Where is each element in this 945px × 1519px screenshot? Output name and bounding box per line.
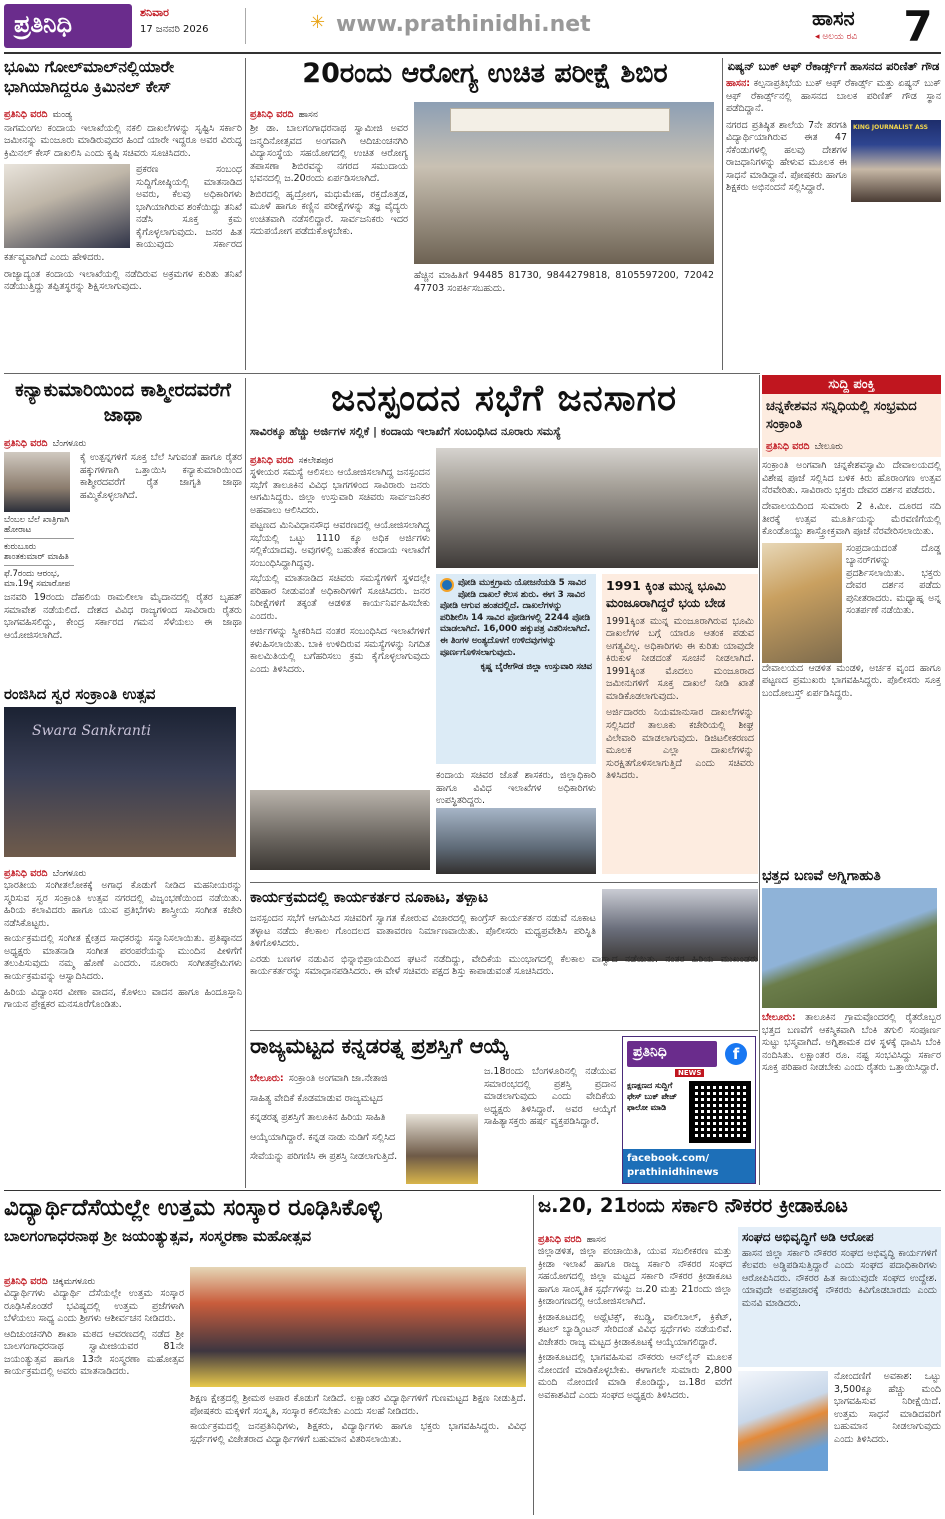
janaspandana-subhead: ಸಾವಿರಕ್ಕೂ ಹೆಚ್ಚು ಅರ್ಜಿಗಳ ಸಲ್ಲಿಕೆ | ಕಂದಾಯ ಇಲಾಖೆಗೆ ಸಂಬಂಧಿಸಿದ ನೂರಾರು ಸಮಸ್ಯೆ [250, 425, 562, 439]
sports-body2: ಕ್ರೀಡಾಕೂಟದಲ್ಲಿ ಅಥ್ಲೆಟಿಕ್ಸ್, ಕಬಡ್ಡಿ, ವಾಲಿಬಾಲ್, ಕ್ರಿಕೆಟ್, ಶಟಲ್ ಬ್ಯಾಡ್ಮಿಂಟನ್ ಸೇರಿದಂತೆ ವಿವಿಧ ಸ್ಪರ್ಧೆಗಳು ನಡೆಯಲಿವೆ. ವಿಜೇತರು ರಾಜ್ಯ ಮಟ್ಟದ ಕ್ರೀಡಾಕೂಟಕ್ಕೆ ಆಯ್ಕೆಯಾಗಲಿದ್ದಾರೆ. [538, 1311, 732, 1348]
column-rule [533, 1195, 534, 1515]
health-camp-body: ಶ್ರೀ ಡಾ. ಬಾಲಗಂಗಾಧರನಾಥ ಸ್ವಾಮೀಜಿ ಅವರ ಜನ್ಮದಿನೋತ್ಸವದ ಅಂಗವಾಗಿ ಆದಿಚುಂಚನಗಿರಿ ವಿದ್ಯಾಸಂಸ್ಥೆಯ ಸಹಯೋಗದಲ್ಲಿ ಉಚಿತ ಆರೋಗ್ಯ ತಪಾಸಣಾ ಶಿಬಿರವನ್ನು ನಗರದ ಸಮುದಾಯ ಭವನದಲ್ಲಿ ಜ.20ರಂದು ಏರ್ಪಡಿಸಲಾಗಿದೆ. [250, 123, 408, 185]
swara-headline: ರಂಜಿಸಿದ ಸ್ವರ ಸಂಕ್ರಾಂತಿ ಉತ್ಸವ [4, 686, 156, 703]
samskara-col2 [190, 1393, 526, 1446]
janaspandana-body2: ಪಟ್ಟಣದ ಮಿನಿವಿಧಾನಸೌಧ ಆವರಣದಲ್ಲಿ ಆಯೋಜಿಸಲಾಗಿದ್ದ ಸಭೆಯಲ್ಲಿ ಒಟ್ಟು 1110 ಕ್ಕೂ ಅಧಿಕ ಅರ್ಜಿಗಳು ಸಲ್ಲಿಕೆಯಾದವು. ಅವುಗಳಲ್ಲಿ ಬಹುತೇಕ ಕಂದಾಯ ಇಲಾಖೆಗೆ ಸಂಬಂಧಿಸಿದ್ದಾಗಿದ್ದವು. [250, 520, 430, 569]
article-samskara [4, 1195, 530, 1515]
janaspandana-photo-3 [436, 808, 596, 874]
column-rule [722, 58, 723, 370]
asia-record-dateline: ಹಾಸನ: [726, 78, 751, 90]
article-land-1991 [602, 574, 758, 874]
article-land-case [4, 58, 242, 370]
asia-record-body-wrap [726, 78, 941, 116]
land-1991-headline: 1991 ಕ್ಕಿಂತ ಮುನ್ನ ಭೂಮಿ ಮಂಜೂರಾಗಿದ್ದರೆ ಭಯ ಬೇಡ [606, 578, 727, 610]
samskara-headline: ವಿದ್ಯಾರ್ಥಿದೆಸೆಯಲ್ಲೇ ಉತ್ತಮ ಸಂಸ್ಕಾರ ರೂಢಿಸಿಕೊಳ್ಳಿ [4, 1195, 382, 1221]
swara-dateline: ಪ್ರತಿನಿಧಿ ವರದಿ [4, 868, 48, 880]
janaspandana-body4: ಆರ್ಜಿಗಳನ್ನು ಸ್ವೀಕರಿಸಿದ ನಂತರ ಸಂಬಂಧಿಸಿದ ಇಲಾಖೆಗಳಿಗೆ ಕಳುಹಿಸಲಾಯಿತು. ಬಾಕಿ ಉಳಿದಿರುವ ಸಮಸ್ಯೆಗಳನ್ನು ನಿಗದಿತ ಕಾಲಮಿತಿಯಲ್ಲಿ ಬಗೆಹರಿಸಲು ಕ್ರಮ ಕೈಗೊಳ್ಳಲಾಗುವುದು ಎಂದು ತಿಳಿಸಿದರು. [250, 626, 430, 675]
land-case-body2: ಪ್ರಕರಣ ಸಂಬಂಧ ಸುದ್ದಿಗೋಷ್ಠಿಯಲ್ಲಿ ಮಾತನಾಡಿದ ಅವರು, ಕೆಲವು ಅಧಿಕಾರಿಗಳು ಭಾಗಿಯಾಗಿರುವ ಶಂಕೆಯಿದ್ದು ತನಿಖೆ ನಡೆಸಿ ಸೂಕ್ತ ಕ್ರಮ ಕೈಗೊಳ್ಳಲಾಗುವುದು. ಜನರ ಹಿತ ಕಾಯುವುದು ಸರ್ಕಾರದ ಕರ್ತವ್ಯವಾಗಿದೆ ಎಂದು ಹೇಳಿದರು. [4, 164, 242, 263]
masthead-date [140, 6, 250, 46]
samskara-col1 [4, 1269, 184, 1379]
article-health-camp [250, 58, 720, 370]
kannada-ratna-col1 [250, 1066, 400, 1164]
swara-body: ಭಾರತೀಯ ಸಂಗೀತಲೋಕಕ್ಕೆ ಅಗಾಧ ಕೊಡುಗೆ ನೀಡಿದ ಮಹನೀಯರನ್ನು ಸ್ಮರಿಸುವ ಸ್ವರ ಸಂಕ್ರಾಂತಿ ಉತ್ಸವ ನಗರದಲ್ಲಿ ವಿಜೃಂಭಣೆಯಿಂದ ನಡೆಯಿತು. ಹಿರಿಯ ಕಲಾವಿದರು ಹಾಗೂ ಯುವ ಪ್ರತಿಭೆಗಳು ಶಾಸ್ತ್ರೀಯ ಸಂಗೀತ ಕಚೇರಿ ನಡೆಸಿಕೊಟ್ಟರು. [4, 880, 242, 929]
section-rule [4, 1190, 941, 1191]
kanyakumari-place: ಬೆಂಗಳೂರು [52, 439, 87, 450]
section-rule [4, 373, 760, 374]
janaspandana-highlight-text: ಪೋಡಿ ಮುಕ್ತಗ್ರಾಮ ಯೋಜನೆಯಡಿ 5 ಸಾವಿರ ಪೋಡಿ ದಾಖಲೆ ಕೆಲಸ ಶುರು. ಈಗ 3 ಸಾವಿರ ಪೋಡಿ ಆಗುವ ಹಂತದಲ್ಲಿದೆ. ದಾಖಲೆಗಳನ್ನು ಪರಿಶೀಲಿಸಿ 14 ಸಾವಿರ ಪೋಡಿಗಳಲ್ಲಿ 2244 ಪೋಡಿ ಮಾಡಲಾಗಿದೆ. 16,000 ಹಕ್ಕುಪತ್ರ ವಿತರಿಸಲಾಗಿದೆ. ಈ ತಿಂಗಳ ಅಂತ್ಯದೊಳಗೆ ಉಳಿದವುಗಳನ್ನು ಪೂರ್ಣಗೊಳಿಸಲಾಗುವುದು. [440, 578, 591, 658]
sankranti-headline: ಚನ್ನಕೇಶವನ ಸನ್ನಿಧಿಯಲ್ಲಿ ಸಂಭ್ರಮದ ಸಂಕ್ರಾಂತಿ [766, 399, 917, 433]
samskara-place: ಚಿಕ್ಕಮಗಳೂರು [52, 1277, 96, 1287]
sankranti-dateline: ಪ್ರತಿನಿಧಿ ವರದಿ [766, 441, 810, 453]
column-rule [245, 378, 246, 1188]
sankranti-place: ಬೇಲೂರು [814, 442, 843, 453]
promo-url[interactable]: facebook.com/ prathinidhinews [623, 1149, 755, 1183]
kanyakumari-dateline-row [4, 431, 242, 450]
promo-text: ಕ್ಷಣಕ್ಷಣದ ಸುದ್ದಿಗೆ ಫೇಸ್ ಬುಕ್ ಪೇಜ್ ಫಾಲೋ ಮಾಡಿ [627, 1081, 678, 1112]
sports-box-body: ಹಾಸನ ಜಿಲ್ಲಾ ಸರ್ಕಾರಿ ನೌಕರರ ಸಂಘದ ಅಭಿವೃದ್ಧಿ ಕಾರ್ಯಗಳಿಗೆ ಕೆಲವರು ಅಡ್ಡಿಪಡಿಸುತ್ತಿದ್ದಾರೆ ಎಂದು ಸಂಘದ ಪದಾಧಿಕಾರಿಗಳು ಆರೋಪಿಸಿದರು. ನೌಕರರ ಹಿತ ಕಾಯುವುದೇ ಸಂಘದ ಉದ್ದೇಶ. ಯಾವುದೇ ಅಪಪ್ರಚಾರಕ್ಕೆ ನೌಕರರು ಕಿವಿಗೊಡಬಾರದು ಎಂದು ಮನವಿ ಮಾಡಿದರು. [742, 1247, 937, 1309]
masthead-logo [4, 4, 132, 48]
promo-logo-text: ಪ್ರತಿನಿಧಿ [633, 1044, 667, 1060]
land-case-photo [4, 164, 130, 248]
sports-box-headline: ಸಂಘದ ಅಭಿವೃದ್ಧಿಗೆ ಅಡಿ ಆರೋಪ [742, 1230, 874, 1244]
asia-record-body: ಕಲ್ಪನಾಪ್ರತಿಭೆಯ ಬುಕ್ ಆಫ್ ರೆಕಾರ್ಡ್ಸ್ ಮತ್ತು ಏಷ್ಯನ್ ಬುಕ್ ಆಫ್ ರೆಕಾರ್ಡ್ಸ್‌ನಲ್ಲಿ ಹಾಸನದ ಬಾಲಕ ಪರಿಣಿತ್ ಗೌಡ ಸ್ಥಾನ ಪಡೆದಿದ್ದಾನೆ. [726, 78, 941, 115]
podi-icon [440, 578, 454, 592]
land-case-body: ನಾಗಮಂಗಲ ಕಂದಾಯ ಇಲಾಖೆಯಲ್ಲಿ ನಕಲಿ ದಾಖಲೆಗಳನ್ನು ಸೃಷ್ಟಿಸಿ ಸರ್ಕಾರಿ ಜಮೀನನ್ನು ಮಂಜೂರು ಮಾಡಿರುವುದರ ಹಿಂದೆ ಯಾರೇ ಇದ್ದರೂ ಅವರ ವಿರುದ್ಧ ಕ್ರಿಮಿನಲ್ ಕೇಸ್ ದಾಖಲಿಸಿ ಎಂದು ಕೃಷಿ ಸಚಿವರು ಸೂಚಿಸಿದರು. [4, 122, 242, 159]
facebook-icon[interactable]: f [725, 1043, 747, 1065]
column-rule [759, 375, 760, 1185]
congress-body2: ಎರಡು ಬಣಗಳ ನಡುವಿನ ಭಿನ್ನಾಭಿಪ್ರಾಯದಿಂದ ಘಟನೆ ನಡೆದಿದ್ದು, ವೇದಿಕೆಯ ಮುಂಭಾಗದಲ್ಲಿ ಕೆಲಕಾಲ ವಾಗ್ವಾದ ನಡೆಯಿತು. ನಂತರ ಹಿರಿಯ ಮುಖಂಡರು ಕಾರ್ಯಕರ್ತರನ್ನು ಸಮಾಧಾನಪಡಿಸಿದರು. ಈ ವೇಳೆ ಸಚಿವರು ಪಕ್ಷದ ಶಿಸ್ತು ಕಾಪಾಡುವಂತೆ ಸೂಚಿಸಿದರು. [250, 953, 758, 978]
kanyakumari-portrait [4, 452, 70, 512]
kannada-ratna-headline: ರಾಜ್ಯಮಟ್ಟದ ಕನ್ನಡರತ್ನ ಪ್ರಶಸ್ತಿಗೆ ಆಯ್ಕೆ [250, 1034, 509, 1058]
column-rule [245, 58, 246, 370]
kannada-ratna-col2 [484, 1066, 616, 1129]
asia-record-photo-label: KING JOURNALIST ASS [853, 123, 928, 131]
asia-record-headline: ಏಷ್ಯನ್ ಬುಕ್ ಆಫ್ ರೆಕಾರ್ಡ್ಸ್‌ಗೆ ಹಾಸನದ ಪರಿಣಿತ್ ಗೌಡ [727, 59, 940, 73]
janaspandana-body5: ಕಂದಾಯ ಸಚಿವರ ಜೊತೆ ಶಾಸಕರು, ಜಿಲ್ಲಾಧಿಕಾರಿ ಹಾಗೂ ವಿವಿಧ ಇಲಾಖೆಗಳ ಅಧಿಕಾರಿಗಳು ಉಪಸ್ಥಿತರಿದ್ದರು. [436, 770, 596, 807]
asia-record-body2: ನಗರದ ಪ್ರತಿಷ್ಠಿತ ಶಾಲೆಯ 7ನೇ ತರಗತಿ ವಿದ್ಯಾರ್ಥಿಯಾಗಿರುವ ಈತ 47 ಸೆಕೆಂಡುಗಳಲ್ಲಿ ಹಲವು ದೇಶಗಳ ರಾಜಧಾನಿಗಳನ್ನು ಹೇಳುವ ಮೂಲಕ ಈ ಸಾಧನೆ ಮಾಡಿದ್ದಾನೆ. ಪೋಷಕರು ಹಾಗೂ ಶಿಕ್ಷಕರು ಅಭಿನಂದನೆ ಸಲ್ಲಿಸಿದ್ದಾರೆ. [726, 119, 847, 194]
sun-icon: ✳ [310, 12, 326, 32]
land-case-dateline-row [4, 102, 242, 121]
sports-body: ಜಿಲ್ಲಾಡಳಿತ, ಜಿಲ್ಲಾ ಪಂಚಾಯಿತಿ, ಯುವ ಸಬಲೀಕರಣ ಮತ್ತು ಕ್ರೀಡಾ ಇಲಾಖೆ ಹಾಗೂ ರಾಜ್ಯ ಸರ್ಕಾರಿ ನೌಕರರ ಸಂಘದ ಸಹಯೋಗದಲ್ಲಿ ಜಿಲ್ಲಾ ಮಟ್ಟದ ಸರ್ಕಾರಿ ನೌಕರರ ಕ್ರೀಡಾಕೂಟ ಹಾಗೂ ಸಾಂಸ್ಕೃತಿಕ ಸ್ಪರ್ಧೆಗಳನ್ನು ಜ.20 ಮತ್ತು 21ರಂದು ಜಿಲ್ಲಾ ಕ್ರೀಡಾಂಗಣದಲ್ಲಿ ಆಯೋಜಿಸಲಾಗಿದೆ. [538, 1246, 732, 1308]
swara-body2: ಕಾರ್ಯಕ್ರಮದಲ್ಲಿ ಸಂಗೀತ ಕ್ಷೇತ್ರದ ಸಾಧಕರನ್ನು ಸನ್ಮಾನಿಸಲಾಯಿತು. ಪ್ರತಿಷ್ಠಾನದ ಅಧ್ಯಕ್ಷರು ಮಾತನಾಡಿ ಸಂಗೀತ ಪರಂಪರೆಯನ್ನು ಮುಂದಿನ ಪೀಳಿಗೆಗೆ ತಲುಪಿಸುವುದು ನಮ್ಮ ಹೊಣೆ ಎಂದರು. ನೂರಾರು ಸಂಗೀತಪ್ರೇಮಿಗಳು ಕಾರ್ಯಕ್ರಮವನ್ನು ಆಸ್ವಾದಿಸಿದರು. [4, 933, 242, 982]
kanyakumari-body2: ಜನವರಿ 19ರಂದು ದೆಹಲಿಯ ರಾಮಲೀಲಾ ಮೈದಾನದಲ್ಲಿ ರೈತರ ಬೃಹತ್ ಸಮಾವೇಶ ನಡೆಯಲಿದೆ. ದೇಶದ ವಿವಿಧ ರಾಜ್ಯಗಳಿಂದ ಸಾವಿರಾರು ರೈತರು ಭಾಗವಹಿಸಲಿದ್ದು, ಕೇಂದ್ರ ಸರ್ಕಾರದ ಗಮನ ಸೆಳೆಯಲು ಈ ಜಾಥಾ ಆಯೋಜಿಸಲಾಗಿದೆ. [4, 592, 242, 641]
article-sankranti [762, 375, 941, 865]
fire-photo [762, 888, 937, 1008]
kanyakumari-sidebar [4, 452, 74, 592]
janaspandana-photo-2 [250, 790, 430, 870]
sankranti-head-box [762, 394, 941, 457]
janaspandana-body: ಸ್ಥಳೀಯರ ಸಮಸ್ಯೆ ಆಲಿಸಲು ಆಯೋಜಿಸಲಾಗಿದ್ದ ಜನಸ್ಪಂದನ ಸಭೆಗೆ ತಾಲೂಕಿನ ವಿವಿಧ ಭಾಗಗಳಿಂದ ಸಾವಿರಾರು ಜನರು ಆಗಮಿಸಿದ್ದರು. ಜಿಲ್ಲಾ ಉಸ್ತುವಾರಿ ಸಚಿವರು ಸಾರ್ವಜನಿಕರ ಅಹವಾಲು ಆಲಿಸಿದರು. [250, 467, 430, 516]
sankranti-body4: ದೇವಾಲಯದ ಆಡಳಿತ ಮಂಡಳಿ, ಅರ್ಚಕ ವೃಂದ ಹಾಗೂ ಪಟ್ಟಣದ ಪ್ರಮುಖರು ಭಾಗವಹಿಸಿದ್ದರು. ಪೊಲೀಸರು ಸೂಕ್ತ ಬಂದೋಬಸ್ತ್ ಏರ್ಪಡಿಸಿದ್ದರು. [762, 662, 941, 699]
sports-headline: ಜ.20, 21ರಂದು ಸರ್ಕಾರಿ ನೌಕರರ ಕ್ರೀಡಾಕೂಟ [538, 1195, 848, 1217]
masthead-day: ಶನಿವಾರ [140, 6, 169, 19]
sports-col1 [538, 1227, 732, 1402]
kanyakumari-dateline: ಪ್ರತಿನಿಧಿ ವರದಿ [4, 438, 48, 450]
health-camp-dateline: ಪ್ರತಿನಿಧಿ ವರದಿ [250, 109, 294, 120]
congress-body: ಜನಸ್ಪಂದನ ಸಭೆಗೆ ಆಗಮಿಸಿದ ಸಚಿವರಿಗೆ ಸ್ವಾಗತ ಕೋರುವ ವಿಚಾರದಲ್ಲಿ ಕಾಂಗ್ರೆಸ್ ಕಾರ್ಯಕರ್ತರ ನಡುವೆ ನೂಕಾಟ ತಳ್ಳಾಟ ನಡೆದು ಕೆಲಕಾಲ ಗೊಂದಲದ ವಾತಾವರಣ ನಿರ್ಮಾಣವಾಯಿತು. ಪೊಲೀಸರು ಮಧ್ಯಪ್ರವೇಶಿಸಿ ಪರಿಸ್ಥಿತಿ ತಿಳಿಗೊಳಿಸಿದರು. [250, 913, 596, 950]
masthead-rule [4, 52, 941, 54]
samskara-subhead: ಬಾಲಗಂಗಾಧರನಾಥ ಶ್ರೀ ಜಯಂತ್ಯುತ್ಸವ, ಸಂಸ್ಮರಣಾ ಮಹೋತ್ಸವ [4, 1227, 312, 1246]
samskara-body2: ಆದಿಚುಂಚನಗಿರಿ ಶಾಖಾ ಮಠದ ಆವರಣದಲ್ಲಿ ನಡೆದ ಶ್ರೀ ಬಾಲಗಂಗಾಧರನಾಥ ಸ್ವಾಮೀಜಿಯವರ 81ನೇ ಜಯಂತ್ಯುತ್ಸವ ಹಾಗೂ 13ನೇ ಸಂಸ್ಮರಣಾ ಮಹೋತ್ಸವ ಕಾರ್ಯಕ್ರಮದಲ್ಲಿ ಅವರು ಮಾತನಾಡಿದರು. [4, 1328, 184, 1378]
swara-photo-label: Swara Sankranti [32, 723, 152, 740]
sankranti-body: ಸಂಕ್ರಾಂತಿ ಅಂಗವಾಗಿ ಚನ್ನಕೇಶವಸ್ವಾಮಿ ದೇವಾಲಯದಲ್ಲಿ ವಿಶೇಷ ಪೂಜೆ ಸಲ್ಲಿಸಿದ ಬಳಿಕ ಕಿರು ಹೊರಾಂಗಣ ಉತ್ಸವ ನೆರವೇರಿತು. ಸಾವಿರಾರು ಭಕ್ತರು ದೇವರ ದರ್ಶನ ಪಡೆದರು. [762, 460, 941, 497]
sankranti-body3: ಸಂಪ್ರದಾಯದಂತೆ ದೊಡ್ಡ ಬ್ಯಾನರ್‌ಗಳನ್ನು ಪ್ರದರ್ಶಿಸಲಾಯಿತು. ಭಕ್ತರು ದೇವರ ದರ್ಶನ ಪಡೆದು ಪುನೀತರಾದರು. ಮಧ್ಯಾಹ್ನ ಅನ್ನ ಸಂತರ್ಪಣೆ ನಡೆಯಿತು. [846, 542, 941, 617]
samskara-photo [190, 1267, 526, 1387]
janaspandana-photo-main [436, 448, 758, 568]
health-camp-headline: 20ರಂದು ಆರೋಗ್ಯ ಉಚಿತ ಪರೀಕ್ಷೆ ಶಿಬಿರ [302, 58, 668, 89]
congress-body-wrap [250, 913, 758, 979]
land-1991-body: 1991ಕ್ಕಿಂತ ಮುನ್ನ ಮಂಜೂರಾಗಿರುವ ಭೂಮಿ ದಾಖಲೆಗಳ ಬಗ್ಗೆ ಯಾರೂ ಆತಂಕ ಪಡುವ ಅಗತ್ಯವಿಲ್ಲ. ಅಧಿಕಾರಿಗಳು ಈ ಕುರಿತು ಯಾವುದೇ ಕಿರುಕುಳ ನೀಡದಂತೆ ಸೂಚನೆ ನೀಡಲಾಗಿದೆ. 1991ಕ್ಕಿಂತ ಮೊದಲು ಮಂಜೂರಾದ ಜಮೀನುಗಳಿಗೆ ಸೂಕ್ತ ದಾಖಲೆ ನೀಡಿ ಖಾತೆ ಮಾಡಿಕೊಡಲಾಗುವುದು. [606, 615, 754, 702]
health-camp-contacts: ಹೆಚ್ಚಿನ ಮಾಹಿತಿಗೆ 94485 81730, 9844279818, 8105597200, 72042 47703 ಸಂಪರ್ಕಿಸಬಹುದು. [414, 270, 714, 294]
samskara-body4: ಕಾರ್ಯಕ್ರಮದಲ್ಲಿ ಜನಪ್ರತಿನಿಧಿಗಳು, ಶಿಕ್ಷಕರು, ವಿದ್ಯಾರ್ಥಿಗಳು ಹಾಗೂ ಭಕ್ತರು ಭಾಗವಹಿಸಿದ್ದರು. ವಿವಿಧ ಸ್ಪರ್ಧೆಗಳಲ್ಲಿ ವಿಜೇತರಾದ ವಿದ್ಯಾರ್ಥಿಗಳಿಗೆ ಬಹುಮಾನ ವಿತರಿಸಲಾಯಿತು. [190, 1421, 526, 1445]
samskara-dateline: ಪ್ರತಿನಿಧಿ ವರದಿ [4, 1276, 48, 1287]
sports-box [738, 1227, 941, 1367]
article-kannada-ratna [250, 1034, 616, 1186]
janaspandana-dateline: ಪ್ರತಿನಿಧಿ ವರದಿ [250, 455, 294, 466]
sankranti-section-header: ಸುದ್ದಿ ಪಂಕ್ತಿ [762, 375, 941, 394]
sports-box-body2: ನೋಂದಣಿಗೆ ಅವಕಾಶ: ಒಟ್ಟು 3,500ಕ್ಕೂ ಹೆಚ್ಚು ಮಂದಿ ಭಾಗವಹಿಸುವ ನಿರೀಕ್ಷೆಯಿದೆ. ಉತ್ತಮ ಸಾಧನೆ ಮಾಡಿದವರಿಗೆ ಬಹುಮಾನ ನೀಡಲಾಗುವುದು ಎಂದು ತಿಳಿಸಿದರು. [834, 1371, 941, 1445]
asia-record-photo [851, 120, 941, 202]
sports-place: ಹಾಸನ [586, 1235, 606, 1245]
samskara-body: ವಿದ್ಯಾರ್ಥಿಗಳು ವಿದ್ಯಾರ್ಥಿ ದೆಸೆಯಲ್ಲೇ ಉತ್ತಮ ಸಂಸ್ಕಾರ ರೂಢಿಸಿಕೊಂಡರೆ ಭವಿಷ್ಯದಲ್ಲಿ ಉತ್ತಮ ಪ್ರಜೆಗಳಾಗಿ ಬೆಳೆಯಲು ಸಾಧ್ಯ ಎಂದು ಶ್ರೀಗಳು ಆಶೀರ್ವಚನ ನೀಡಿದರು. [4, 1288, 184, 1325]
swara-photo [4, 707, 236, 857]
swara-place: ಬೆಂಗಳೂರು [52, 869, 87, 880]
kanyakumari-body: ಕೈ ಉತ್ಪನ್ನಗಳಿಗೆ ಸೂಕ್ತ ಬೆಲೆ ಸಿಗುವಂತೆ ಹಾಗೂ ರೈತರ ಹಕ್ಕುಗಳಿಗಾಗಿ ಒತ್ತಾಯಿಸಿ ಕನ್ಯಾಕುಮಾರಿಯಿಂದ ಕಾಶ್ಮೀರದವರೆಗೆ ರೈತ ಜಾಗೃತಿ ಜಾಥಾ ಹಮ್ಮಿಕೊಳ್ಳಲಾಗಿದೆ. [80, 452, 242, 501]
samskara-body3: ಶಿಕ್ಷಣ ಕ್ಷೇತ್ರದಲ್ಲಿ ಶ್ರೀಮಠ ಅಪಾರ ಕೊಡುಗೆ ನೀಡಿದೆ. ಲಕ್ಷಾಂತರ ವಿದ್ಯಾರ್ಥಿಗಳಿಗೆ ಗುಣಮಟ್ಟದ ಶಿಕ್ಷಣ ನೀಡುತ್ತಿದೆ. ಪೋಷಕರು ಮಕ್ಕಳಿಗೆ ಸಂಸ್ಕೃತಿ, ಸಂಸ್ಕಾರ ಕಲಿಸಬೇಕು ಎಂದು ಸಲಹೆ ನೀಡಿದರು. [190, 1393, 526, 1417]
fire-body-wrap [762, 1012, 941, 1075]
land-1991-body2: ಅರ್ಜಿದಾರರು ನಿಯಮಾನುಸಾರ ದಾಖಲೆಗಳನ್ನು ಸಲ್ಲಿಸಿದರೆ ತಾಲೂಕು ಕಚೇರಿಯಲ್ಲಿ ಶೀಘ್ರ ವಿಲೇವಾರಿ ಮಾಡಲಾಗುವುದು. ಡಿಜಿಟಲೀಕರಣದ ಮೂಲಕ ಎಲ್ಲಾ ದಾಖಲೆಗಳನ್ನು ಸುರಕ್ಷಿತಗೊಳಿಸಲಾಗುತ್ತಿದೆ ಎಂದು ಸಚಿವರು ತಿಳಿಸಿದರು. [606, 707, 754, 782]
promo-logo [627, 1041, 717, 1067]
health-camp-body2: ಶಿಬಿರದಲ್ಲಿ ಹೃದ್ರೋಗ, ಮಧುಮೇಹ, ರಕ್ತದೊತ್ತಡ, ಮೂಳೆ ಹಾಗೂ ಕಣ್ಣಿನ ಪರೀಕ್ಷೆಗಳನ್ನು ತಜ್ಞ ವೈದ್ಯರು ಉಚಿತವಾಗಿ ನಡೆಸಲಿದ್ದಾರೆ. ಸಾರ್ವಜನಿಕರು ಇದರ ಸದುಪಯೋಗ ಪಡೆದುಕೊಳ್ಳಬೇಕು. [250, 188, 408, 238]
article-kanyakumari [4, 378, 242, 683]
article-swara [4, 686, 242, 1186]
congress-left [250, 889, 550, 906]
fire-dateline: ಬೇಲೂರು: [762, 1012, 796, 1024]
kanyakumari-bullet-1: ಬೆಂಬಲ ಬೆಲೆ ಖಾತ್ರಿಗಾಗಿ ಹೋರಾಟ [4, 512, 74, 539]
janaspandana-highlight-sig: ಕೃಷ್ಣ ಬೈರೇಗೌಡ ಜಿಲ್ಲಾ ಉಸ್ತುವಾರಿ ಸಚಿವ [480, 662, 592, 673]
janaspandana-highlight [436, 574, 596, 764]
land-case-headline: ಭೂಮಿ ಗೋಲ್‌ಮಾಲ್‌ನಲ್ಲಿಯಾರೇ ಭಾಗಿಯಾಗಿದ್ದರೂ ಕ್ರಿಮಿನಲ್ ಕೇಸ್ [4, 58, 175, 96]
promo-box [622, 1036, 756, 1184]
article-asia-record [726, 58, 941, 370]
kanyakumari-bullet-3: ಫೆ.7ರಂದು ಆರಂಭ, ಮಾ.19ಕ್ಕೆ ಸಮಾರೋಪ [4, 569, 71, 590]
janaspandana-place: ಸಕಲೇಶಪುರ [298, 456, 334, 466]
section-rule [250, 1030, 758, 1031]
land-case-dateline: ಪ್ರತಿನಿಧಿ ವರದಿ [4, 108, 48, 120]
kannada-ratna-body: ಸಂಕ್ರಾಂತಿ ಅಂಗವಾಗಿ ಜಾ.ನೇತಾಜಿ ಸಾಹಿತ್ಯ ವೇದಿಕೆ ಕೊಡಮಾಡುವ ರಾಜ್ಯಮಟ್ಟದ ಕನ್ನಡರತ್ನ ಪ್ರಶಸ್ತಿಗೆ ತಾಲೂಕಿನ ಹಿರಿಯ ಸಾಹಿತಿ ಆಯ್ಕೆಯಾಗಿದ್ದಾರೆ. ಕನ್ನಡ ನಾಡು ನುಡಿಗೆ ಸಲ್ಲಿಸಿದ ಸೇವೆಯನ್ನು ಪರಿಗಣಿಸಿ ಈ ಪ್ರಶಸ್ತಿ ನೀಡಲಾಗುತ್ತಿದೆ. [250, 1073, 398, 1163]
page-number: 7 [903, 2, 933, 50]
swara-body3: ಹಿರಿಯ ವಿದ್ವಾಂಸರ ವೀಣಾ ವಾದನ, ಕೊಳಲು ವಾದನ ಹಾಗೂ ಹಿಂದೂಸ್ತಾನಿ ಗಾಯನ ಪ್ರೇಕ್ಷಕರ ಮನಸೂರೆಗೊಂಡಿತು. [4, 986, 242, 1011]
swara-dateline-row [4, 861, 242, 880]
promo-logo-sub: NEWS [675, 1069, 704, 1077]
sports-dateline: ಪ್ರತಿನಿಧಿ ವರದಿ [538, 1234, 582, 1245]
health-camp-photo [414, 102, 714, 264]
banner-shape [450, 108, 670, 132]
janaspandana-body3: ಸಭೆಯಲ್ಲಿ ಮಾತನಾಡಿದ ಸಚಿವರು ಸಮಸ್ಯೆಗಳಿಗೆ ಸ್ಥಳದಲ್ಲೇ ಪರಿಹಾರ ನೀಡುವಂತೆ ಅಧಿಕಾರಿಗಳಿಗೆ ಸೂಚಿಸಿದರು. ಜನರ ನಿರೀಕ್ಷೆಗಳಿಗೆ ತಕ್ಕಂತೆ ಆಡಳಿತ ಕಾರ್ಯನಿರ್ವಹಿಸಬೇಕು ಎಂದರು. [250, 573, 430, 622]
kannada-ratna-portrait [406, 1114, 478, 1184]
masthead-separator [245, 8, 246, 44]
qr-code-icon[interactable] [689, 1081, 751, 1143]
sports-body3: ಕ್ರೀಡಾಕೂಟದಲ್ಲಿ ಭಾಗವಹಿಸುವ ನೌಕರರು ಆನ್‌ಲೈನ್ ಮೂಲಕ ನೋಂದಣಿ ಮಾಡಿಕೊಳ್ಳಬೇಕು. ಈಗಾಗಲೇ ಸುಮಾರು 2,800 ಮಂದಿ ನೋಂದಣಿ ಮಾಡಿ ಕೊಂಡಿದ್ದು, ಜ.18ರ ವರೆಗೆ ಅವಕಾಶವಿದೆ ಎಂದು ಸಂಘದ ಅಧ್ಯಕ್ಷರು ತಿಳಿಸಿದರು. [538, 1352, 732, 1401]
logo-text: ಪ್ರತಿನಿಧಿ [14, 10, 73, 38]
article-congress [250, 882, 758, 1027]
sports-col3 [834, 1371, 941, 1446]
sankranti-photo [762, 543, 842, 663]
land-case-place: ಮಂಡ್ಯ [52, 109, 73, 120]
land-case-body3: ರಾಜ್ಯಾದ್ಯಂತ ಕಂದಾಯ ಇಲಾಖೆಯಲ್ಲಿ ನಡೆದಿರುವ ಅಕ್ರಮಗಳ ಕುರಿತು ತನಿಖೆ ನಡೆಯುತ್ತಿದ್ದು ತಪ್ಪಿತಸ್ಥರನ್ನು ಶಿಕ್ಷಿಸಲಾಗುವುದು. [4, 268, 242, 293]
kanyakumari-bullet-2: ಕುರುಬೂರು ಶಾಂತಕುಮಾರ್ ಮಾಹಿತಿ [4, 539, 74, 566]
congress-headline: ಕಾರ್ಯಕ್ರಮದಲ್ಲಿ ಕಾರ್ಯಕರ್ತರ ನೂಕಾಟ, ತಳ್ಳಾಟ [250, 889, 489, 906]
website-url[interactable]: www.prathinidhi.net [336, 12, 591, 37]
fire-body: ತಾಲೂಕಿನ ಗ್ರಾಮವೊಂದರಲ್ಲಿ ರೈತರೊಬ್ಬರ ಭತ್ತದ ಬಣವೆಗೆ ಆಕಸ್ಮಿಕವಾಗಿ ಬೆಂಕಿ ತಗುಲಿ ಸಂಪೂರ್ಣ ಸುಟ್ಟು ಭಸ್ಮವಾಗಿದೆ. ಅಗ್ನಿಶಾಮಕ ದಳ ಸ್ಥಳಕ್ಕೆ ಧಾವಿಸಿ ಬೆಂಕಿ ನಂದಿಸಿತು. ಲಕ್ಷಾಂತರ ರೂ. ನಷ್ಟ ಸಂಭವಿಸಿದ್ದು ಸರ್ಕಾರ ಸೂಕ್ತ ಪರಿಹಾರ ನೀಡಬೇಕು ಎಂದು ರೈತರು ಒತ್ತಾಯಿಸಿದ್ದಾರೆ. [762, 1012, 941, 1074]
article-fire [762, 868, 941, 1186]
masthead-date-text: 17 ಜನವರಿ 2026 [140, 24, 209, 35]
kannada-ratna-dateline: ಬೇಲೂರು: [250, 1073, 284, 1084]
janaspandana-col3 [436, 770, 596, 808]
fire-headline: ಭತ್ತದ ಬಣವೆ ಅಗ್ನಿಗಾಹುತಿ [762, 868, 881, 884]
kannada-ratna-body2: ಜ.18ರಂದು ಬೆಂಗಳೂರಿನಲ್ಲಿ ನಡೆಯುವ ಸಮಾರಂಭದಲ್ಲಿ ಪ್ರಶಸ್ತಿ ಪ್ರದಾನ ಮಾಡಲಾಗುವುದು ಎಂದು ವೇದಿಕೆಯ ಅಧ್ಯಕ್ಷರು ತಿಳಿಸಿದ್ದಾರೆ. ಅವರ ಆಯ್ಕೆಗೆ ಸಾಹಿತ್ಯಾಸಕ್ತರು ಹರ್ಷ ವ್ಯಕ್ತಪಡಿಸಿದ್ದಾರೆ. [484, 1066, 616, 1128]
article-janaspandana [250, 378, 758, 934]
district-name: ಹಾಸನ [812, 6, 855, 30]
kanyakumari-headline: ಕನ್ಯಾಕುಮಾರಿಯಿಂದ ಕಾಶ್ಮೀರದವರೆಗೆ ಜಾಥಾ [15, 379, 231, 426]
article-sports [538, 1195, 941, 1515]
janaspandana-headline: ಜನಸ್ಪಂದನ ಸಭೆಗೆ ಜನಸಾಗರ [331, 378, 677, 419]
section-tag: ◂ ಅಲಯ ರವಿ [815, 32, 858, 42]
health-camp-place: ಹಾಸನ [298, 110, 318, 120]
sports-photo [738, 1371, 828, 1471]
sankranti-body2: ದೇವಾಲಯದಿಂದ ಸುಮಾರು 2 ಕಿ.ಮೀ. ದೂರದ ನದಿ ತೀರಕ್ಕೆ ಉತ್ಸವ ಮೂರ್ತಿಯನ್ನು ಮೆರವಣಿಗೆಯಲ್ಲಿ ಕೊಂಡೊಯ್ದು ಶಾಸ್ತ್ರೋಕ್ತವಾಗಿ ಪೂಜೆ ನೆರವೇರಿಸಲಾಯಿತು. [762, 500, 941, 538]
